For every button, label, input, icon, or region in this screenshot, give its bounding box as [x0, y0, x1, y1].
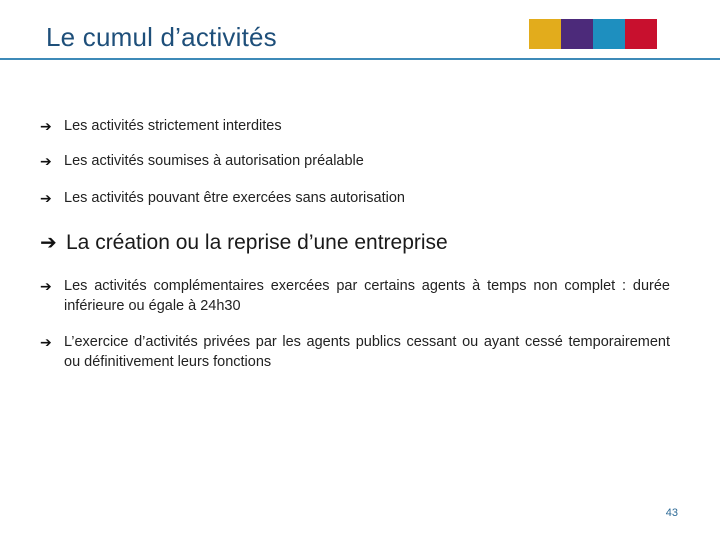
square-red [625, 19, 657, 49]
arrow-right-icon: ➔ [40, 190, 52, 206]
arrow-right-icon: ➔ [40, 118, 52, 134]
bullet-item-highlighted [40, 229, 670, 257]
bullet-item [40, 332, 670, 372]
bullet-item [40, 276, 670, 316]
arrow-right-icon: ➔ [40, 232, 57, 254]
bullet-text: La création ou la reprise d’une entreprise [66, 231, 448, 254]
bullet-text: Les activités soumises à autorisation préalable [64, 153, 364, 169]
title-underline [0, 58, 720, 60]
bullet-item [40, 116, 670, 136]
slide-title: Le cumul d’activités [46, 22, 277, 52]
square-purple [561, 19, 593, 49]
square-blue [593, 19, 625, 49]
arrow-right-icon: ➔ [40, 153, 52, 169]
arrow-right-icon: ➔ [40, 278, 52, 294]
bullet-text: Les activités pouvant être exercées sans autorisation [64, 190, 405, 206]
bullet-item [40, 151, 670, 171]
bullet-text: Les activités strictement interdites [64, 118, 282, 134]
bullet-text: L’exercice d’activités privées par les agents publics cessant ou ayant cessé temporairement ou définitivement leurs fonctions [64, 334, 670, 370]
bullet-text: Les activités complémentaires exercées par certains agents à temps non complet : durée inférieure ou égale à 24h30 [64, 278, 670, 314]
bullet-item [40, 188, 670, 208]
square-gold [529, 19, 561, 49]
page-number: 43 [665, 507, 678, 519]
header-color-squares [529, 19, 657, 49]
arrow-right-icon: ➔ [40, 334, 52, 350]
